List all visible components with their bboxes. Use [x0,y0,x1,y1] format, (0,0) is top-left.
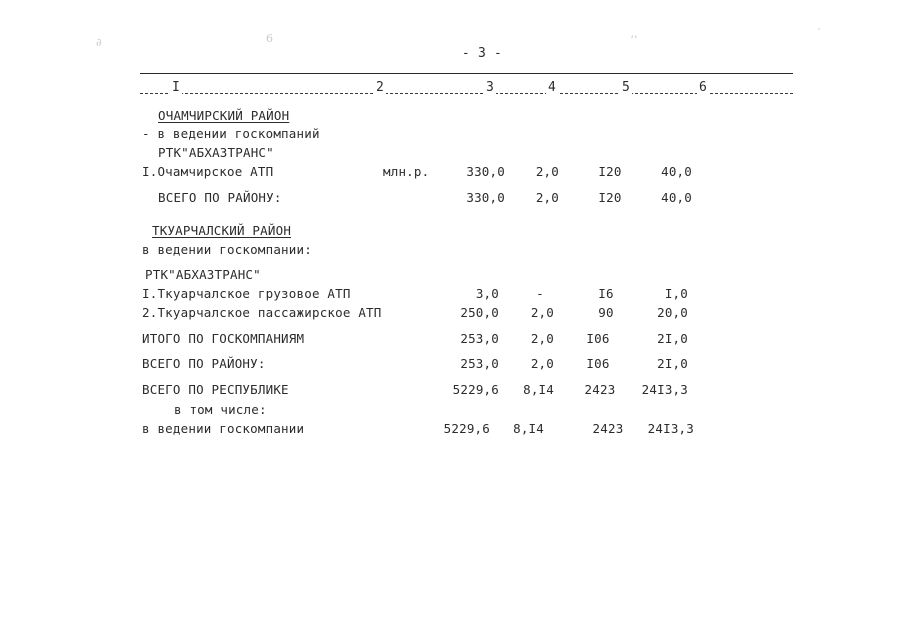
value-col-5: I06 [586,331,610,346]
bleed-mark: 6 [266,32,273,45]
value-col-5: 90 [598,305,614,320]
value-col-4: 2,0 [535,190,559,205]
column-number-2: 2 [376,80,384,95]
section-subtitle: РТК"АБХАЗТРАНС" [145,267,261,282]
row-name: ВСЕГО ПО РЕСПУБЛИКЕ [142,382,289,397]
row-unit: млн.р. [383,164,430,179]
row-name: I.Ткуарчалское грузовое АТП [142,286,351,301]
bleed-mark: ʼʼ [630,34,637,47]
value-col-3: 5229,6 [443,421,490,436]
value-col-4: 8,I4 [513,421,544,436]
value-col-6: 24I3,3 [641,382,688,397]
including-label: в том числе: [174,402,267,417]
bleed-mark: ∂ [96,36,102,49]
value-col-6: 40,0 [661,190,692,205]
value-col-4: 2,0 [530,305,554,320]
value-col-5: 2423 [592,421,624,436]
page-number: - 3 - [461,46,503,61]
section-subtitle: - в ведении госкомпаний [142,126,320,141]
value-col-5: I6 [598,286,614,301]
value-col-4: 8,I4 [523,382,554,397]
value-col-3: 253,0 [460,356,499,371]
section-subtitle: в ведении госкомпании: [142,242,312,257]
bleed-mark: ′ [818,26,821,39]
value-col-3: 330,0 [466,190,505,205]
column-number-5: 5 [622,80,630,95]
section-title: ТКУАРЧАЛСКИЙ РАЙОН [152,223,292,238]
row-name: ВСЕГО ПО РАЙОНУ: [158,190,282,205]
value-col-6: 2I,0 [657,331,688,346]
value-col-5: I20 [598,190,622,205]
value-col-3: 250,0 [460,305,499,320]
value-col-3: 330,0 [466,164,505,179]
value-col-3: 253,0 [460,331,499,346]
row-name: 2.Ткуарчалское пассажирское АТП [142,305,382,320]
row-name: ВСЕГО ПО РАЙОНУ: [142,356,266,371]
row-name: I.Очамчирское АТП [142,164,274,179]
value-col-6: 20,0 [657,305,688,320]
row-name: в ведении госкомпании [142,421,305,436]
value-col-4: - [536,286,544,301]
column-number-3: 3 [486,80,494,95]
value-col-4: 2,0 [535,164,559,179]
header-rule [140,73,793,74]
value-col-5: 2423 [584,382,616,397]
column-number-6: 6 [699,80,707,95]
row-name: ИТОГО ПО ГОСКОМПАНИЯМ [142,331,305,346]
column-number-4: 4 [548,80,556,95]
value-col-4: 2,0 [530,356,554,371]
section-title: ОЧАМЧИРСКИЙ РАЙОН [158,108,290,123]
value-col-3: 3,0 [475,286,499,301]
value-col-6: 2I,0 [657,356,688,371]
value-col-6: 40,0 [661,164,692,179]
value-col-3: 5229,6 [452,382,499,397]
column-number-1: I [172,80,180,95]
value-col-5: I06 [586,356,610,371]
value-col-5: I20 [598,164,622,179]
section-subtitle: РТК"АБХАЗТРАНС" [158,145,274,160]
value-col-6: 24I3,3 [647,421,694,436]
value-col-4: 2,0 [530,331,554,346]
column-number-line [140,93,793,94]
value-col-6: I,0 [664,286,688,301]
